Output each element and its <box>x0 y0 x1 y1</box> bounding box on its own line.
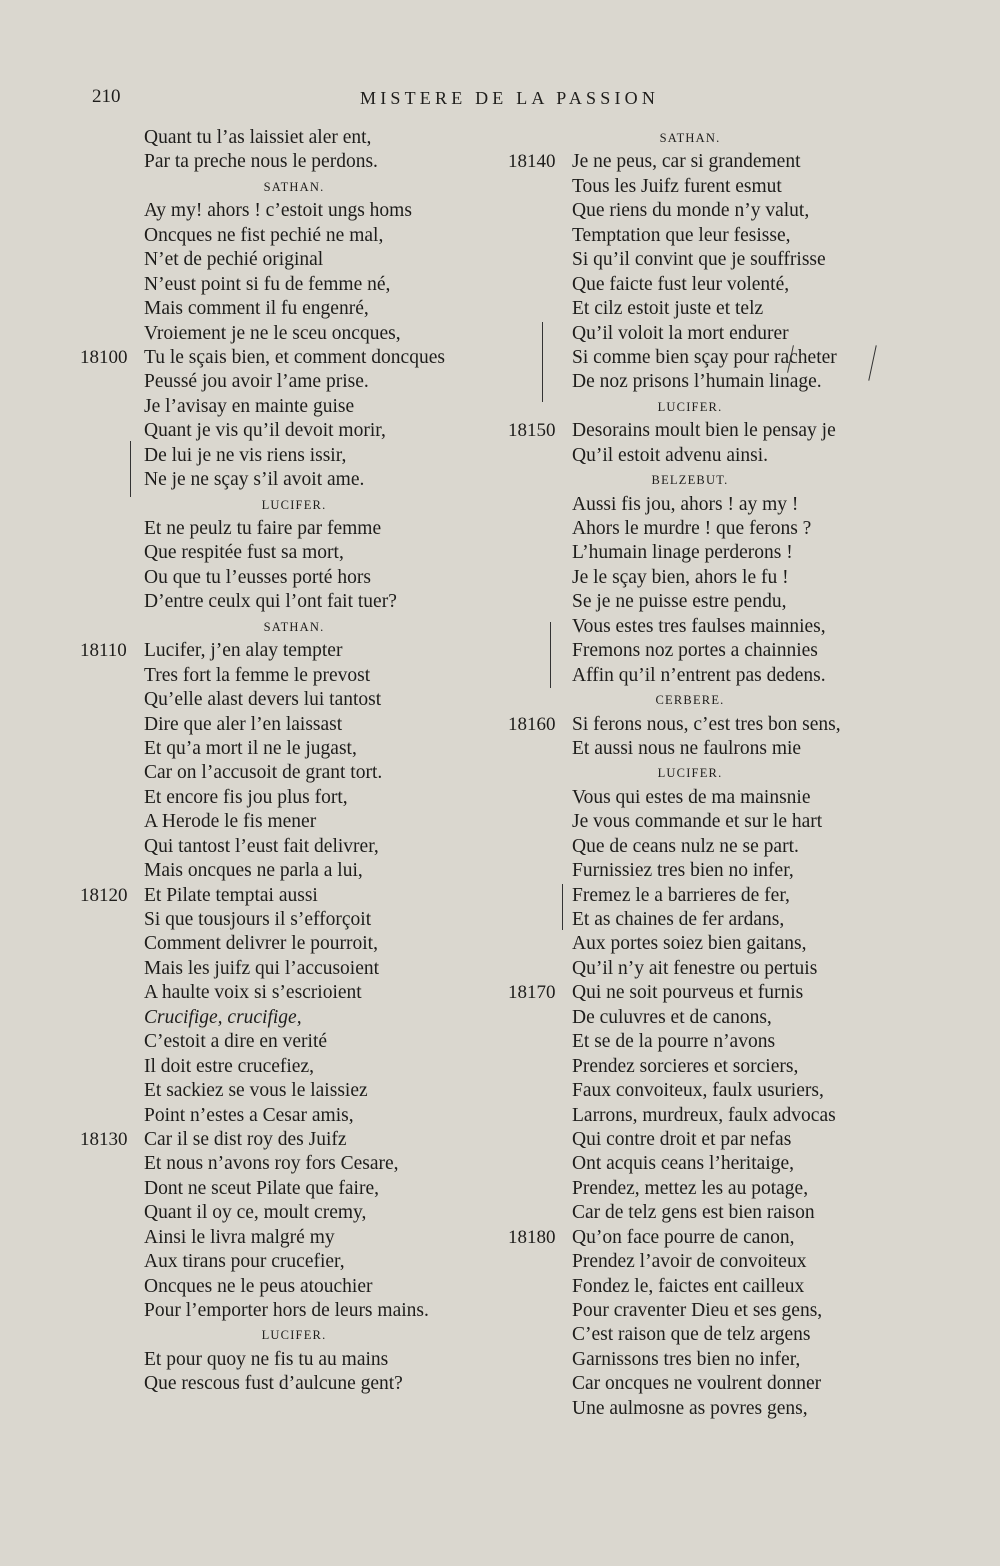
verse-line <box>80 1201 520 1225</box>
verse-line <box>80 1275 520 1299</box>
verse-line <box>80 126 520 150</box>
speaker-line <box>508 395 948 419</box>
verse-line <box>80 541 520 565</box>
verse-text: Je ne peus, car si grandement <box>572 151 801 173</box>
verse-text: Que rescous fust d’aulcune gent? <box>144 1373 403 1395</box>
verse-text: Dire que aler l’en laissast <box>144 713 343 735</box>
verse-text: Ont acquis ceans l’heritaige, <box>572 1153 794 1175</box>
verse-text: Ay my! ahors ! c’estoit ungs homs <box>144 200 412 222</box>
line-number: 18140 <box>508 151 556 173</box>
verse-text: Et pour quoy ne fis tu au mains <box>144 1348 389 1370</box>
verse-line <box>80 1055 520 1079</box>
speaker-name: CERBERE. <box>655 693 725 708</box>
margin-mark <box>130 441 131 497</box>
verse-text: Une aulmosne as povres gens, <box>572 1397 808 1419</box>
verse-line <box>80 199 520 223</box>
speaker-line <box>508 761 948 785</box>
verse-line <box>508 859 948 883</box>
verse-line <box>508 541 948 565</box>
verse-line <box>508 1372 948 1396</box>
verse-line <box>80 1299 520 1323</box>
verse-line <box>80 688 520 712</box>
verse-text: Qu’il n’y ait fenestre ou pertuis <box>572 957 818 979</box>
verse-line <box>508 1299 948 1323</box>
line-number: 18170 <box>508 982 556 1004</box>
verse-text: Si ferons nous, c’est tres bon sens, <box>572 713 841 735</box>
verse-text: Vroiement je ne le sceu oncques, <box>144 322 401 344</box>
verse-text: Prendez, mettez les au potage, <box>572 1177 809 1199</box>
speaker-name: LUCIFER. <box>261 497 327 512</box>
verse-text: Aussi fis jou, ahors ! ay my ! <box>572 493 799 515</box>
verse-text: Faux convoiteux, faulx usuriers, <box>572 1080 824 1102</box>
verse-line <box>508 737 948 761</box>
line-number: 18180 <box>508 1226 556 1248</box>
verse-text: Vous qui estes de ma mainsnie <box>572 786 811 808</box>
verse-line <box>508 1104 948 1128</box>
speaker-name: BELZEBUT. <box>651 473 729 488</box>
verse-text: L’humain linage perderons ! <box>572 542 793 564</box>
verse-text: De noz prisons l’humain linage. <box>572 371 822 393</box>
verse-text: Furnissiez tres bien no infer, <box>572 860 794 882</box>
verse-text: Lucifer, j’en alay tempter <box>144 640 343 662</box>
verse-line <box>80 664 520 688</box>
verse-line <box>80 810 520 834</box>
verse-line <box>80 981 520 1005</box>
verse-line <box>80 224 520 248</box>
verse-line <box>508 1055 948 1079</box>
verse-text: N’et de pechié original <box>144 249 324 271</box>
verse-line <box>508 1201 948 1225</box>
verse-text: Oncques ne fist pechié ne mal, <box>144 224 384 246</box>
verse-text: Et as chaines de fer ardans, <box>572 909 785 930</box>
verse-line <box>80 395 520 419</box>
verse-line <box>80 1250 520 1274</box>
verse-line <box>80 248 520 272</box>
speaker-name: SATHAN. <box>659 131 721 145</box>
speaker-name: LUCIFER. <box>261 1328 327 1343</box>
verse-text: Crucifige, crucifige, <box>144 1006 302 1028</box>
verse-line <box>508 590 948 614</box>
left-column <box>80 126 520 1397</box>
verse-text: Qu’on face pourre de canon, <box>572 1226 795 1248</box>
verse-line <box>508 932 948 956</box>
verse-text: Que faicte fust leur volenté, <box>572 273 790 295</box>
verse-text: Fremons noz portes a chainnies <box>572 640 818 662</box>
verse-text: Mais oncques ne parla a lui, <box>144 860 363 882</box>
verse-text: C’est raison que de telz argens <box>572 1324 811 1346</box>
verse-text: Et nous n’avons roy fors Cesare, <box>144 1153 399 1175</box>
verse-text: Fremez le a barrieres de fer, <box>572 884 790 906</box>
verse-line <box>80 737 520 761</box>
verse-text: Je l’avisay en mainte guise <box>144 395 355 417</box>
verse-line <box>508 713 948 737</box>
verse-line <box>80 297 520 321</box>
verse-line <box>508 664 948 688</box>
verse-line <box>80 346 520 370</box>
verse-text: Quant il oy ce, moult cremy, <box>144 1202 367 1224</box>
page-number: 210 <box>92 86 121 107</box>
verse-text: Je le sçay bien, ahors le fu ! <box>572 566 789 588</box>
verse-line <box>508 493 948 517</box>
verse-text: Ainsi le livra malgré my <box>144 1226 335 1248</box>
speaker-line <box>80 493 520 517</box>
verse-line <box>508 517 948 541</box>
verse-line <box>508 981 948 1005</box>
verse-text: Et encore fis jou plus fort, <box>144 786 348 808</box>
verse-line <box>80 1104 520 1128</box>
verse-text: Pour l’emporter hors de leurs mains. <box>144 1300 429 1321</box>
verse-line <box>508 444 948 468</box>
line-number: 18130 <box>80 1128 128 1150</box>
verse-line <box>80 932 520 956</box>
verse-line <box>508 1250 948 1274</box>
verse-line <box>508 908 948 932</box>
verse-line <box>80 908 520 932</box>
verse-text: Qui tantost l’eust fait delivrer, <box>144 835 379 857</box>
speaker-name: SATHAN. <box>263 619 325 634</box>
verse-line <box>508 248 948 272</box>
verse-line <box>508 1226 948 1250</box>
verse-text: Qui contre droit et par nefas <box>572 1128 792 1150</box>
verse-text: Mais les juifz qui l’accusoient <box>144 957 380 979</box>
verse-line <box>508 1128 948 1152</box>
verse-line <box>80 1030 520 1054</box>
margin-mark <box>562 884 563 930</box>
verse-line <box>508 370 948 394</box>
speaker-line <box>508 468 948 492</box>
verse-line <box>508 884 948 908</box>
verse-text: Affin qu’il n’entrent pas dedens. <box>572 664 826 686</box>
right-column <box>508 126 948 1421</box>
verse-line <box>508 1323 948 1347</box>
verse-line <box>508 1152 948 1176</box>
verse-text: Qui ne soit pourveus et furnis <box>572 982 804 1004</box>
verse-text: Et se de la pourre n’avons <box>572 1031 776 1053</box>
verse-line <box>80 1152 520 1176</box>
line-number: 18150 <box>508 420 556 442</box>
speaker-line <box>80 175 520 199</box>
verse-line <box>508 566 948 590</box>
speaker-line <box>80 615 520 639</box>
verse-line <box>508 1079 948 1103</box>
verse-text: Prendez sorcieres et sorciers, <box>572 1055 799 1077</box>
verse-line <box>80 713 520 737</box>
verse-text: Aux tirans pour crucefier, <box>144 1251 345 1273</box>
verse-line <box>508 297 948 321</box>
speaker-line <box>80 1323 520 1347</box>
verse-text: Ahors le murdre ! que ferons ? <box>572 518 812 539</box>
verse-text: Tres fort la femme le prevost <box>144 664 371 686</box>
verse-line <box>80 1372 520 1396</box>
line-number: 18160 <box>508 713 556 735</box>
verse-text: Mais comment il fu engenré, <box>144 298 369 320</box>
verse-text: Et Pilate temptai aussi <box>144 884 318 906</box>
verse-line <box>80 150 520 174</box>
verse-line <box>508 322 948 346</box>
verse-text: Pour craventer Dieu et ses gens, <box>572 1300 823 1321</box>
verse-line <box>508 810 948 834</box>
verse-line <box>508 1275 948 1299</box>
verse-text: Et qu’a mort il ne le jugast, <box>144 737 357 759</box>
verse-line <box>508 419 948 443</box>
verse-line <box>80 322 520 346</box>
verse-line <box>508 175 948 199</box>
verse-line <box>80 786 520 810</box>
line-number: 18100 <box>80 346 128 368</box>
verse-text: N’eust point si fu de femme né, <box>144 273 391 295</box>
verse-text: Car de telz gens est bien raison <box>572 1202 815 1224</box>
verse-line <box>508 786 948 810</box>
verse-text: Que respitée fust sa mort, <box>144 542 344 564</box>
verse-text: Par ta preche nous le perdons. <box>144 151 378 173</box>
verse-line <box>508 1030 948 1054</box>
verse-text: Comment delivrer le pourroit, <box>144 933 378 955</box>
verse-text: Ou que tu l’eusses porté hors <box>144 566 371 588</box>
verse-text: Si comme bien sçay pour racheter <box>572 346 837 368</box>
verse-text: Que de ceans nulz ne se part. <box>572 835 799 857</box>
verse-line <box>508 273 948 297</box>
verse-line <box>508 224 948 248</box>
verse-text: De lui je ne vis riens issir, <box>144 444 347 466</box>
speaker-line <box>508 126 948 150</box>
verse-line <box>80 273 520 297</box>
verse-text: Se je ne puisse estre pendu, <box>572 591 787 613</box>
margin-mark <box>550 622 551 688</box>
verse-line <box>508 835 948 859</box>
verse-text: Prendez l’avoir de convoiteux <box>572 1251 807 1273</box>
verse-text: Car on l’accusoit de grant tort. <box>144 762 383 784</box>
verse-line <box>80 566 520 590</box>
running-title: MISTERE DE LA PASSION <box>360 88 660 108</box>
verse-text: Dont ne sceut Pilate que faire, <box>144 1177 379 1199</box>
line-number: 18110 <box>80 640 127 662</box>
verse-text: Larrons, murdreux, faulx advocas <box>572 1104 836 1126</box>
verse-line <box>80 884 520 908</box>
speaker-name: SATHAN. <box>263 179 325 194</box>
verse-line <box>508 346 948 370</box>
verse-line <box>508 639 948 663</box>
verse-text: Oncques ne le peus atouchier <box>144 1275 373 1297</box>
line-number: 18120 <box>80 884 128 906</box>
verse-text: C’estoit a dire en verité <box>144 1031 328 1053</box>
verse-text: Qu’il estoit advenu ainsi. <box>572 444 769 466</box>
verse-text: Temptation que leur fesisse, <box>572 224 791 246</box>
verse-line <box>508 1397 948 1421</box>
verse-text: A haulte voix si s’escrioient <box>144 982 362 1004</box>
verse-line <box>508 957 948 981</box>
verse-line <box>508 1177 948 1201</box>
verse-text: Qu’elle alast devers lui tantost <box>144 689 382 711</box>
speaker-name: LUCIFER. <box>657 399 723 414</box>
margin-mark <box>542 322 543 402</box>
verse-text: Et ne peulz tu faire par femme <box>144 518 382 539</box>
verse-text: Car il se dist roy des Juifz <box>144 1128 347 1150</box>
verse-text: Quant je vis qu’il devoit morir, <box>144 420 386 442</box>
verse-text: Et sackiez se vous le laissiez <box>144 1080 368 1102</box>
verse-text: Qu’il voloit la mort endurer <box>572 322 789 344</box>
verse-text: Tous les Juifz furent esmut <box>572 175 782 197</box>
verse-line <box>80 859 520 883</box>
verse-text: Vous estes tres faulses mainnies, <box>572 615 826 637</box>
verse-text: Fondez le, faictes ent cailleux <box>572 1275 805 1297</box>
verse-line <box>80 761 520 785</box>
verse-text: Et cilz estoit juste et telz <box>572 298 764 320</box>
verse-line <box>508 150 948 174</box>
verse-line <box>80 419 520 443</box>
verse-line <box>80 639 520 663</box>
verse-text: Quant tu l’as laissiet aler ent, <box>144 127 372 148</box>
verse-text: Je vous commande et sur le hart <box>572 811 823 833</box>
verse-text: Si qu’il convint que je souffrisse <box>572 249 826 271</box>
verse-line <box>80 590 520 614</box>
verse-text: Et aussi nous ne faulrons mie <box>572 737 802 759</box>
verse-text: Car oncques ne voulrent donner <box>572 1373 822 1395</box>
verse-line <box>508 615 948 639</box>
verse-text: Garnissons tres bien no infer, <box>572 1348 801 1370</box>
verse-line <box>508 1348 948 1372</box>
verse-line <box>80 468 520 492</box>
verse-line <box>508 1006 948 1030</box>
verse-text: Peussé jou avoir l’ame prise. <box>144 371 369 393</box>
verse-text: A Herode le fis mener <box>144 811 317 833</box>
verse-text: Desorains moult bien le pensay je <box>572 420 836 442</box>
verse-line <box>508 199 948 223</box>
verse-line <box>80 1177 520 1201</box>
verse-line <box>80 1006 520 1030</box>
verse-line <box>80 517 520 541</box>
verse-text: De culuvres et de canons, <box>572 1006 772 1028</box>
speaker-line <box>508 688 948 712</box>
verse-line <box>80 1079 520 1103</box>
verse-line <box>80 370 520 394</box>
verse-text: D’entre ceulx qui l’ont fait tuer? <box>144 591 397 613</box>
verse-text: Point n’estes a Cesar amis, <box>144 1104 354 1126</box>
verse-line <box>80 444 520 468</box>
verse-line <box>80 1348 520 1372</box>
speaker-name: LUCIFER. <box>657 766 723 781</box>
verse-line <box>80 1226 520 1250</box>
verse-text: Si que tousjours il s’efforçoit <box>144 909 372 930</box>
verse-line <box>80 835 520 859</box>
verse-line <box>80 1128 520 1152</box>
verse-text: Aux portes soiez bien gaitans, <box>572 933 807 955</box>
verse-text: Que riens du monde n’y valut, <box>572 200 810 222</box>
verse-line <box>80 957 520 981</box>
verse-text: Il doit estre crucefiez, <box>144 1055 314 1077</box>
verse-text: Tu le sçais bien, et comment doncques <box>144 346 445 368</box>
verse-text: Ne je ne sçay s’il avoit ame. <box>144 469 365 491</box>
